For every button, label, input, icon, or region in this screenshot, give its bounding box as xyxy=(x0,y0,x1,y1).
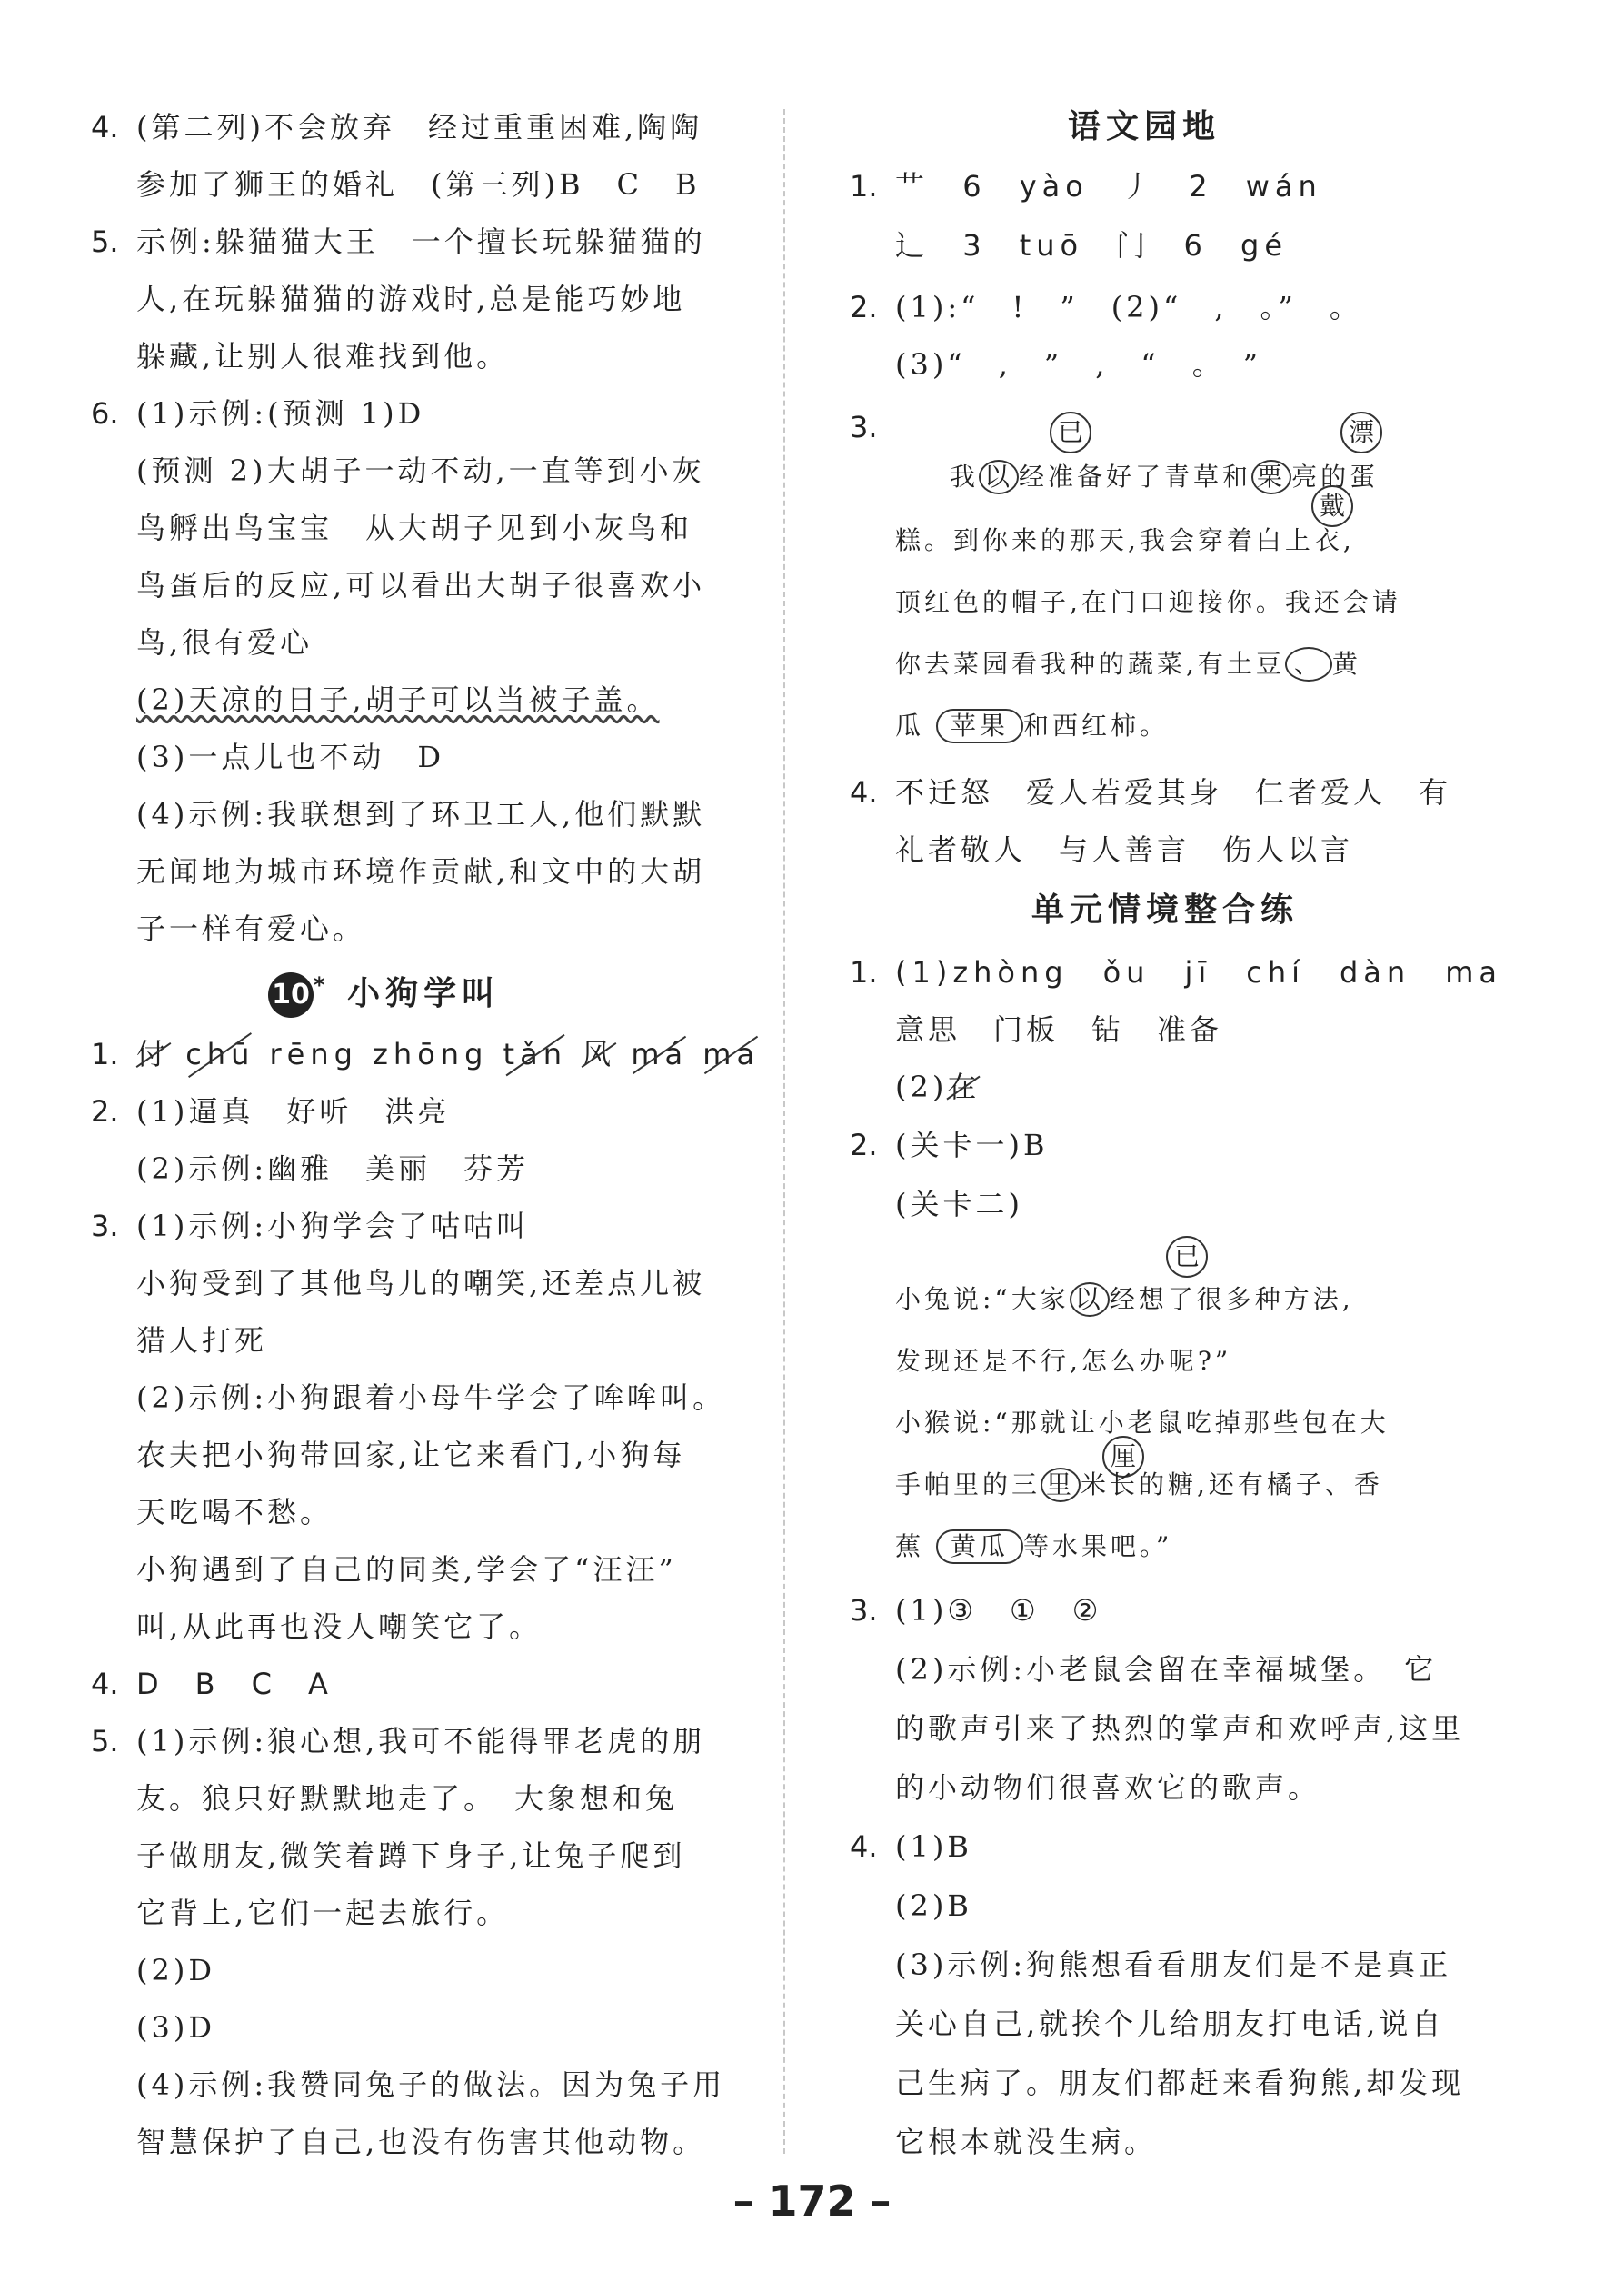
answer-line: (2)示例:幽雅 美丽 芬芳 xyxy=(136,1151,530,1186)
answer-line: 人,在玩躲猫猫的游戏时,总是能巧妙地 xyxy=(136,282,686,316)
answer-line: 鸟,很有爱心 xyxy=(136,625,314,660)
correction-character: 戴 xyxy=(1311,485,1353,527)
answer-line: 鸟孵出鸟宝宝 从大胡子见到小灰鸟和 xyxy=(136,511,693,545)
question-number: 3. xyxy=(91,1209,119,1243)
question-number: 1. xyxy=(850,955,878,990)
question-number: 3. xyxy=(850,410,878,444)
answer-line: 的小动物们很喜欢它的歌声。 xyxy=(895,1770,1321,1805)
lesson-star: * xyxy=(314,972,331,998)
stroke-count: 6 xyxy=(962,169,987,204)
answer-line: (1)③ ① ② xyxy=(895,1593,1102,1628)
question-number: 4. xyxy=(850,1829,878,1864)
answer-line: (3)一点儿也不动 D xyxy=(136,740,444,774)
answer-line: 智慧保护了自己,也没有伤害其他动物。 xyxy=(136,2125,706,2159)
proofread-line xyxy=(895,1529,1172,1565)
proofread-line xyxy=(950,459,1379,495)
answer-line: 天吃喝不愁。 xyxy=(136,1495,334,1529)
stroke-count: 6 xyxy=(1183,228,1208,263)
page-number: – 172 – xyxy=(732,2176,892,2226)
circled-error: 以 xyxy=(1070,1282,1110,1317)
struck-pinyin: ma xyxy=(702,1037,761,1071)
proofread-line: 糕。到你来的那天,我会穿着白上衣, xyxy=(895,525,1355,555)
answer-line: (1)示例:(预测 1)D xyxy=(136,396,425,431)
answer-line: (2)D xyxy=(136,1953,215,1987)
question-number: 4. xyxy=(850,775,878,810)
proofread-line: 发现还是不行,怎么办呢?” xyxy=(895,1346,1232,1376)
radical: 辶 xyxy=(895,228,931,263)
answer-line: 鸟蛋后的反应,可以看出大胡子很喜欢小 xyxy=(136,568,706,603)
stroke-count: 3 xyxy=(962,228,987,263)
answer-line: 子一样有爱心。 xyxy=(136,911,366,946)
pinyin: yào xyxy=(1019,169,1089,204)
pinyin: zhōng xyxy=(373,1037,489,1071)
text: 我 xyxy=(950,462,980,492)
answer-line: 不迁怒 爱人若爱其身 仁者爱人 有 xyxy=(895,775,1452,810)
answer-line: 小狗受到了其他鸟儿的嘲笑,还差点儿被 xyxy=(136,1266,706,1300)
question-number: 2. xyxy=(850,1128,878,1162)
text: 和西红柿。 xyxy=(1022,711,1169,741)
text: 经准备好了青草和 xyxy=(1019,462,1252,492)
pinyin-line: (1)zhòng ǒu jī chí dàn ma xyxy=(895,955,1502,990)
struck-character: 风 xyxy=(582,1037,617,1071)
answer-line: 意思 门板 钻 准备 xyxy=(895,1012,1223,1047)
question-number: 1. xyxy=(91,1037,119,1071)
correction-character: 漂 xyxy=(1340,412,1382,453)
answer-line: 关心自己,就挨个儿给朋友打电话,说自 xyxy=(895,2007,1445,2041)
radical: 门 xyxy=(1116,228,1151,263)
proofread-line xyxy=(895,646,1361,682)
answer-line: 叫,从此再也没人嘲笑它了。 xyxy=(136,1609,543,1644)
circled-error: 栗 xyxy=(1251,460,1291,494)
answer-line: 礼者敬人 与人善言 伤人以言 xyxy=(895,832,1354,867)
answer-line xyxy=(895,1069,980,1105)
stroke-pinyin-line xyxy=(895,168,1322,204)
question-number: 5. xyxy=(91,224,119,259)
correction-character: 已 xyxy=(1166,1236,1208,1278)
text: 瓜 xyxy=(895,711,925,741)
pinyin-line xyxy=(136,1036,760,1072)
proofread-line: 小猴说:“那就让小老鼠吃掉那些包在大 xyxy=(895,1408,1390,1438)
answer-line: D B C A xyxy=(136,1667,332,1701)
answer-line: (2)示例:小狗跟着小母牛学会了哞哞叫。 xyxy=(136,1380,726,1415)
answer-line: (2)示例:小老鼠会留在幸福城堡。 它 xyxy=(895,1652,1438,1687)
lesson-number-badge: 10 xyxy=(268,972,314,1018)
question-number: 4. xyxy=(91,110,119,144)
text: 你去菜园看我种的蔬菜,有土豆 xyxy=(895,649,1285,679)
pinyin: wán xyxy=(1245,169,1322,204)
answer-line: 躲藏,让别人很难找到他。 xyxy=(136,339,510,374)
answer-line: (关卡一)B xyxy=(895,1128,1049,1162)
pinyin: rēng xyxy=(269,1037,358,1071)
answer-line: 无闻地为城市环境作贡献,和文中的大胡 xyxy=(136,854,706,889)
struck-pinyin: má xyxy=(631,1037,689,1071)
circled-word: 苹果 xyxy=(936,709,1023,743)
pinyin: gé xyxy=(1240,228,1289,263)
text: 等水果吧。” xyxy=(1022,1531,1173,1561)
circled-word: 黄瓜 xyxy=(936,1529,1023,1564)
radical: 丿 xyxy=(1121,169,1157,204)
text: 小兔说:“大家 xyxy=(895,1284,1070,1314)
stroke-count: 2 xyxy=(1189,169,1213,204)
pinyin: tuō xyxy=(1019,228,1084,263)
punctuation-line: (3)“ , ” , “ 。 ” xyxy=(895,347,1262,382)
text: 米长的糖,还有橘子、香 xyxy=(1081,1469,1383,1499)
answer-line: (1)示例:小狗学会了咕咕叫 xyxy=(136,1209,530,1243)
answer-line: 的歌声引来了热烈的掌声和欢呼声,这里 xyxy=(895,1711,1465,1746)
text: (2) xyxy=(895,1070,948,1104)
answer-line: 参加了狮王的婚礼 (第三列)B C B xyxy=(136,167,701,202)
section-title-yuwen-yuandi: 语文园地 xyxy=(1068,108,1221,145)
struck-pinyin: chū xyxy=(185,1037,255,1071)
proofread-line xyxy=(895,1281,1354,1318)
question-number: 1. xyxy=(850,169,878,204)
struck-pinyin: tǎn xyxy=(503,1037,567,1071)
inserted-mark: 、 xyxy=(1285,647,1332,682)
question-number: 6. xyxy=(91,396,119,431)
answer-line: 友。狼只好默默地走了。 大象想和兔 xyxy=(136,1781,679,1816)
answer-line: 己生病了。朋友们都赶来看狗熊,却发现 xyxy=(895,2066,1465,2100)
text: 手帕里的三 xyxy=(895,1469,1041,1499)
text: 经想了很多种方法, xyxy=(1109,1284,1354,1314)
answer-line: 猎人打死 xyxy=(136,1323,268,1358)
proofread-line xyxy=(895,1467,1383,1503)
answer-line: (1)B xyxy=(895,1829,972,1864)
answer-line: (3)示例:狗熊想看看朋友们是不是真正 xyxy=(895,1947,1452,1982)
section-title-unit-practice: 单元情境整合练 xyxy=(1031,891,1300,929)
text: 黄 xyxy=(1331,649,1361,679)
answer-line: (第二列)不会放弃 经过重重困难,陶陶 xyxy=(136,110,703,144)
correction-character: 厘 xyxy=(1102,1436,1144,1478)
answer-line: (预测 2)大胡子一动不动,一直等到小灰 xyxy=(136,453,705,488)
text: 蕉 xyxy=(895,1531,925,1561)
lesson-10-heading xyxy=(268,965,500,1018)
answer-line-underlined: (2)天凉的日子,胡子可以当被子盖。 xyxy=(136,682,660,717)
struck-character: 在 xyxy=(947,1070,981,1104)
proofread-line xyxy=(895,708,1169,744)
answer-line: 子做朋友,微笑着蹲下身子,让兔子爬到 xyxy=(136,1838,686,1873)
answer-line: (4)示例:我赞同兔子的做法。因为兔子用 xyxy=(136,2067,726,2102)
text: 亮的蛋 xyxy=(1291,462,1380,492)
lesson-title: 小狗学叫 xyxy=(347,975,501,1012)
question-number: 3. xyxy=(850,1593,878,1628)
circled-error: 以 xyxy=(979,460,1019,494)
answer-line: 农夫把小狗带回家,让它来看门,小狗每 xyxy=(136,1438,686,1472)
question-number: 4. xyxy=(91,1667,119,1701)
question-number: 2. xyxy=(91,1094,119,1129)
answer-line: (3)D xyxy=(136,2010,215,2045)
question-number: 5. xyxy=(91,1724,119,1758)
answer-line: 它根本就没生病。 xyxy=(895,2125,1158,2159)
proofread-line: 顶红色的帽子,在门口迎接你。我还会请 xyxy=(895,587,1401,617)
answer-line: (4)示例:我联想到了环卫工人,他们默默 xyxy=(136,797,706,832)
answer-line: 小狗遇到了自己的同类,学会了“汪汪” xyxy=(136,1552,677,1587)
answer-line: (关卡二) xyxy=(895,1187,1023,1221)
circled-error: 里 xyxy=(1041,1468,1081,1502)
struck-character: 付 xyxy=(136,1037,172,1071)
answer-line: (1)逼真 好听 洪亮 xyxy=(136,1094,451,1129)
stroke-pinyin-line xyxy=(895,227,1288,264)
radical: 艹 xyxy=(895,169,931,204)
answer-line: (1)示例:狼心想,我可不能得罪老虎的朋 xyxy=(136,1724,706,1758)
question-number: 2. xyxy=(850,290,878,324)
column-divider xyxy=(783,109,785,2154)
answer-line: (2)B xyxy=(895,1888,972,1923)
answer-line: 示例:躲猫猫大王 一个擅长玩躲猫猫的 xyxy=(136,224,706,259)
punctuation-line: (1):“ ! ” (2)“ , 。” 。 xyxy=(895,290,1362,324)
answer-line: 它背上,它们一起去旅行。 xyxy=(136,1896,510,1930)
correction-character: 已 xyxy=(1050,412,1091,453)
